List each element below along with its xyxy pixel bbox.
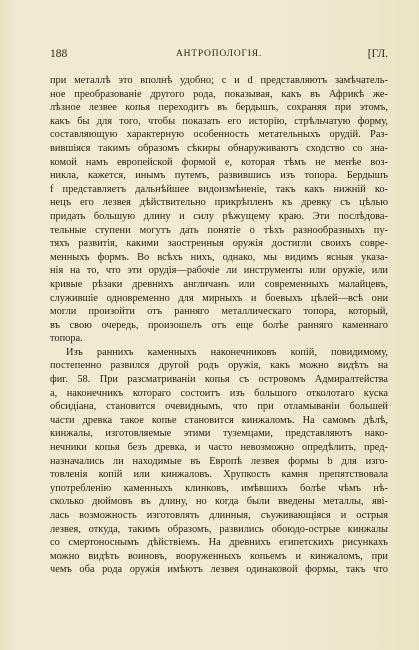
text-line: со смертоноснымъ дѣйствіемъ. На древнихъ египетскихъ рисункахъ (50, 537, 388, 549)
text-line: вившіяся такимъ образомъ сѣкиры обнаруживаютъ сходство со зна- (50, 142, 388, 154)
text-line: топора. (50, 333, 83, 345)
page-header (50, 48, 388, 62)
text-line: лезвея, откуда, такимъ образомъ, развились обоюдо-острые кинжалы (50, 523, 388, 535)
paragraph (50, 74, 388, 346)
running-title: АНТРОПОЛОГІЯ. (175, 49, 263, 59)
text-line: употребленію каменныхъ клинковъ, имѣвшихъ болѣе чѣмъ нѣ- (50, 482, 388, 494)
text-line: составляющую характерную особенность метательныхъ орудій. Раз- (50, 129, 388, 141)
text-line: придать большую длину и силу рѣжущему краю. Эти послѣдова- (50, 210, 388, 222)
chapter-mark: [ГЛ. (367, 48, 388, 60)
text-line: нечники копья безъ древка, и часто невозможно опредѣлить, пред- (50, 442, 388, 454)
text-line: f представляетъ дальнѣйшее видоизмѣненіе, такъ какъ нижній ко- (50, 183, 388, 195)
text-line: какъ бы для того, чтобы показать его исторію, стрѣльчатую форму, (50, 115, 388, 127)
text-line: фиг. 58. При разсматриваніи копья съ островомъ Адмиралтейства (50, 374, 388, 386)
text-line: въ свою очередь, произошелъ отъ еще болѣе ранняго каменнаго (50, 319, 388, 331)
text-line: товленія копій или кинжаловъ. Хрупкость камня препятствовала (50, 469, 388, 481)
text-line: обсидіана, становится очевиднымъ, что при отламываніи большей (50, 401, 388, 413)
text-line: лѣзное лезвее копья переходитъ въ бердышъ, сохраняя при этомъ, (50, 102, 388, 114)
text-line: части древка такое копье становится кинжаломъ. На самомъ дѣлѣ, (50, 414, 388, 426)
text-line: можно видѣть воиновъ, вооруженныхъ копьемъ и кинжаломъ, при (50, 550, 388, 562)
text-line: постепенно развился другой родъ оружія, какъ можно видѣть на (50, 360, 388, 372)
page-number: 188 (50, 48, 68, 60)
text-line: ное преобразованіе другого рода, показывая, какъ въ Африкѣ же- (50, 88, 388, 100)
text-line: чемъ оба рода оружія имѣютъ лезвея одинаковой формы, такъ что (50, 564, 388, 576)
text-line: сколько дюймовъ въ длину, но когда были введены металлы, яві- (50, 496, 388, 508)
text-line: могли произойти отъ ранняго металлическаго топора, который, (50, 306, 388, 318)
text-line: нецъ его лезвея дѣйствительно прикрѣпленъ къ древку съ цѣлью (50, 197, 388, 209)
text-line: менныхъ формъ. Во всѣхъ нихъ, однако, мы видимъ ясныя указа- (50, 251, 388, 263)
page-body (50, 74, 388, 577)
text-line: комой намъ европейской формой e, которая тѣмъ не менѣе воз- (50, 156, 388, 168)
text-line: лась возможность изготовлять длинныя, съуживающіяся и острыя (50, 510, 388, 521)
text-line: Изъ раннихъ каменныхъ наконечниковъ копій, повидимому, (66, 346, 388, 358)
text-line: служившіе одновременно для мирныхъ и боевыхъ цѣлей—всѣ они (50, 292, 388, 304)
text-line: никла, кажется, инымъ путемъ, развившись изъ топора. Бердышъ (50, 170, 388, 182)
paragraph (50, 346, 388, 577)
text-line: тяхъ развитія, какими заостренныя оружія достигли своихъ совре- (50, 238, 388, 250)
text-line: назначались ли находимые въ Европѣ лезвея формы b для изго- (50, 455, 388, 467)
text-line: кинжалы, изготовляемые этими туземцами, представляютъ нако- (50, 428, 388, 440)
text-line: при металлѣ это вполнѣ удобно; c и d представляютъ замѣчатель- (50, 75, 388, 86)
text-line: тельные ступени могутъ дать понятіе о тѣхъ разнообразныхъ пу- (50, 224, 388, 236)
text-line: a, наконечникъ котораго состоитъ изъ большого отколотаго куска (50, 387, 388, 399)
text-line: кривые рѣзаки древнихъ англичанъ или современныхъ малайцевъ, (50, 278, 388, 290)
text-line: нія на то, что эти орудія—рабочіе ли инструменты или оружіе, или (50, 265, 388, 277)
